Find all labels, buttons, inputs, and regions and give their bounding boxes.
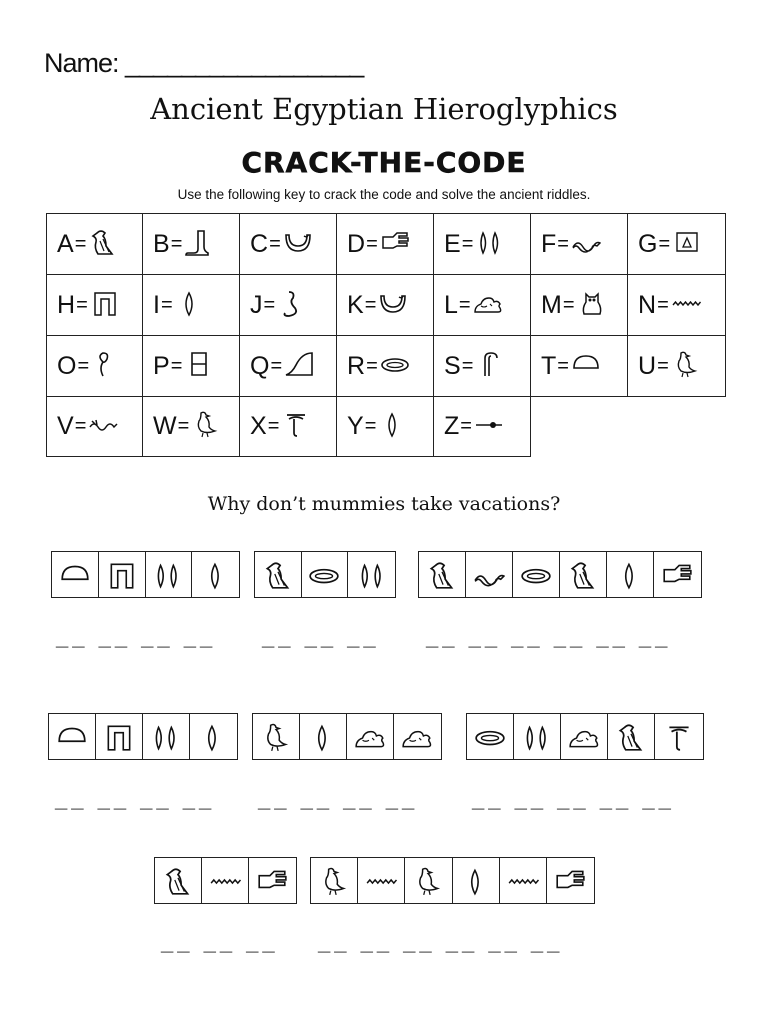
key-cell-d <box>336 213 434 275</box>
key-cell-a <box>46 213 143 275</box>
equals-sign: = <box>160 293 173 316</box>
reed-icon <box>453 858 500 903</box>
lion-icon <box>347 714 394 759</box>
water-icon <box>500 858 547 903</box>
key-letter: Y <box>347 412 364 440</box>
key-cell-j <box>239 274 337 336</box>
key-cell-e <box>433 213 531 275</box>
key-letter: A <box>57 229 74 258</box>
bread-icon <box>571 349 601 384</box>
reed-icon <box>175 288 205 323</box>
chick-icon <box>311 858 358 903</box>
horned-viper-icon <box>88 409 118 444</box>
answer-blanks[interactable]: __ __ __ <box>161 930 279 955</box>
reeds-icon <box>514 714 561 759</box>
equals-sign: = <box>74 232 87 255</box>
basket-icon <box>378 288 408 323</box>
key-letter: Z <box>444 412 460 440</box>
hand-icon <box>654 552 701 597</box>
key-letter: N <box>638 290 657 319</box>
lion-icon <box>473 288 503 323</box>
equals-sign: = <box>364 293 377 316</box>
vulture-icon <box>608 714 655 759</box>
shelter-icon <box>99 552 146 597</box>
reed-icon <box>607 552 654 597</box>
equals-sign: = <box>270 354 283 377</box>
reeds-icon <box>348 552 395 597</box>
hieroglyph-key-table <box>46 213 725 456</box>
placenta-icon <box>281 409 311 444</box>
reed-icon <box>378 409 408 444</box>
key-letter: G <box>638 229 658 258</box>
water-icon <box>358 858 405 903</box>
key-cell-z <box>433 396 531 457</box>
name-line[interactable]: Name: _________________ <box>44 48 364 78</box>
instructions: Use the following key to crack the code and solve the ancient riddles. <box>177 187 591 202</box>
vulture-icon <box>88 227 118 262</box>
equals-sign: = <box>366 354 378 377</box>
chick-icon <box>191 409 221 444</box>
bread-icon <box>49 714 96 759</box>
mouth-icon <box>302 552 349 597</box>
lasso-icon <box>91 349 121 384</box>
page-subtitle: CRACK-THE-CODE <box>241 146 527 179</box>
vulture-icon <box>419 552 466 597</box>
viper-icon <box>571 227 601 262</box>
key-letter: T <box>541 351 557 380</box>
equals-sign: = <box>77 354 90 377</box>
equals-sign: = <box>269 232 281 255</box>
reed-icon <box>190 714 237 759</box>
mouth-icon <box>380 349 410 384</box>
page-title: Ancient Egyptian Hieroglyphics <box>150 92 618 126</box>
mouth-icon <box>467 714 514 759</box>
key-letter: B <box>153 229 170 258</box>
shelter-icon <box>96 714 143 759</box>
key-letter: H <box>57 290 76 319</box>
key-cell-c <box>239 213 337 275</box>
cipher-word <box>48 713 238 760</box>
shelter-icon <box>90 288 120 323</box>
equals-sign: = <box>557 354 569 377</box>
chick-icon <box>405 858 452 903</box>
answer-blanks[interactable]: __ __ __ __ __ __ <box>426 625 672 650</box>
key-cell-p <box>142 335 240 397</box>
cipher-word <box>466 713 704 760</box>
key-letter: E <box>444 229 461 258</box>
equals-sign: = <box>658 232 671 255</box>
answer-blanks[interactable]: __ __ __ __ __ <box>472 787 675 812</box>
foot-icon <box>184 227 214 262</box>
equals-sign: = <box>458 293 471 316</box>
key-letter: C <box>250 229 269 258</box>
key-letter: L <box>444 290 458 319</box>
chick-icon <box>253 714 300 759</box>
reeds-icon <box>146 552 193 597</box>
key-letter: I <box>153 290 160 319</box>
equals-sign: = <box>267 415 280 437</box>
key-letter: R <box>347 351 366 380</box>
equals-sign: = <box>74 415 87 437</box>
cipher-word <box>310 857 595 904</box>
water-icon <box>671 288 701 323</box>
viper-icon <box>466 552 513 597</box>
riddle-question: Why don’t mummies take vacations? <box>207 493 561 515</box>
lion-icon <box>394 714 441 759</box>
chick-icon <box>671 349 701 384</box>
key-letter: Q <box>250 351 270 380</box>
key-letter: J <box>250 290 263 319</box>
key-cell-s <box>433 335 531 397</box>
key-cell-n <box>627 274 726 336</box>
answer-blanks[interactable]: __ __ __ __ <box>258 787 419 812</box>
answer-blanks[interactable]: __ __ __ __ __ __ <box>318 930 564 955</box>
cipher-word <box>418 551 702 598</box>
hand-icon <box>249 858 296 903</box>
key-cell-l <box>433 274 531 336</box>
placenta-icon <box>655 714 702 759</box>
key-cell-g <box>627 213 726 275</box>
cipher-word <box>254 551 396 598</box>
key-letter: X <box>250 412 267 440</box>
key-cell-u <box>627 335 726 397</box>
equals-sign: = <box>364 415 377 437</box>
equals-sign: = <box>461 232 474 255</box>
equals-sign: = <box>657 293 669 316</box>
equals-sign: = <box>170 232 183 255</box>
key-cell-w <box>142 396 240 457</box>
cipher-word <box>252 713 442 760</box>
key-cell-t <box>530 335 628 397</box>
cloth-icon <box>475 349 505 384</box>
key-letter: W <box>153 412 177 440</box>
equals-sign: = <box>460 415 472 437</box>
cobra-icon <box>277 288 307 323</box>
key-cell-k <box>336 274 434 336</box>
answer-blanks[interactable]: __ __ __ __ <box>55 787 216 812</box>
equals-sign: = <box>177 415 190 437</box>
reed-icon <box>300 714 347 759</box>
hand-icon <box>547 858 594 903</box>
reeds-icon <box>143 714 190 759</box>
equals-sign: = <box>170 354 183 377</box>
lion-icon <box>561 714 608 759</box>
answer-blanks[interactable]: __ __ __ __ <box>56 625 217 650</box>
key-cell-o <box>46 335 143 397</box>
mouth-icon <box>513 552 560 597</box>
bolt-icon <box>474 409 504 444</box>
equals-sign: = <box>461 354 474 377</box>
vulture-icon <box>155 858 202 903</box>
cipher-word <box>154 857 297 904</box>
equals-sign: = <box>657 354 669 377</box>
key-letter: M <box>541 290 562 319</box>
key-cell-x <box>239 396 337 457</box>
key-letter: O <box>57 351 77 380</box>
key-letter: K <box>347 290 364 319</box>
bread-icon <box>52 552 99 597</box>
key-cell-h <box>46 274 143 336</box>
key-letter: P <box>153 351 170 380</box>
key-cell-r <box>336 335 434 397</box>
key-cell-f <box>530 213 628 275</box>
key-letter: F <box>541 229 557 258</box>
vulture-icon <box>560 552 607 597</box>
key-cell-y <box>336 396 434 457</box>
vulture-icon <box>255 552 302 597</box>
key-cell-v <box>46 396 143 457</box>
water-icon <box>202 858 249 903</box>
equals-sign: = <box>263 293 276 316</box>
stool-icon <box>184 349 214 384</box>
equals-sign: = <box>562 293 575 316</box>
hand-icon <box>380 227 410 262</box>
key-cell-i <box>142 274 240 336</box>
reeds-icon <box>475 227 505 262</box>
jar-stand-icon <box>672 227 702 262</box>
cipher-word <box>51 551 240 598</box>
key-letter: D <box>347 229 366 258</box>
basket-icon <box>283 227 313 262</box>
equals-sign: = <box>557 232 569 255</box>
key-cell-m <box>530 274 628 336</box>
key-letter: U <box>638 351 657 380</box>
key-letter: V <box>57 412 74 440</box>
owl-icon <box>577 288 607 323</box>
key-cell-q <box>239 335 337 397</box>
equals-sign: = <box>366 232 378 255</box>
reed-icon <box>192 552 239 597</box>
answer-blanks[interactable]: __ __ __ <box>262 625 380 650</box>
equals-sign: = <box>76 293 88 316</box>
hill-icon <box>284 349 314 384</box>
key-cell-b <box>142 213 240 275</box>
key-letter: S <box>444 351 461 380</box>
